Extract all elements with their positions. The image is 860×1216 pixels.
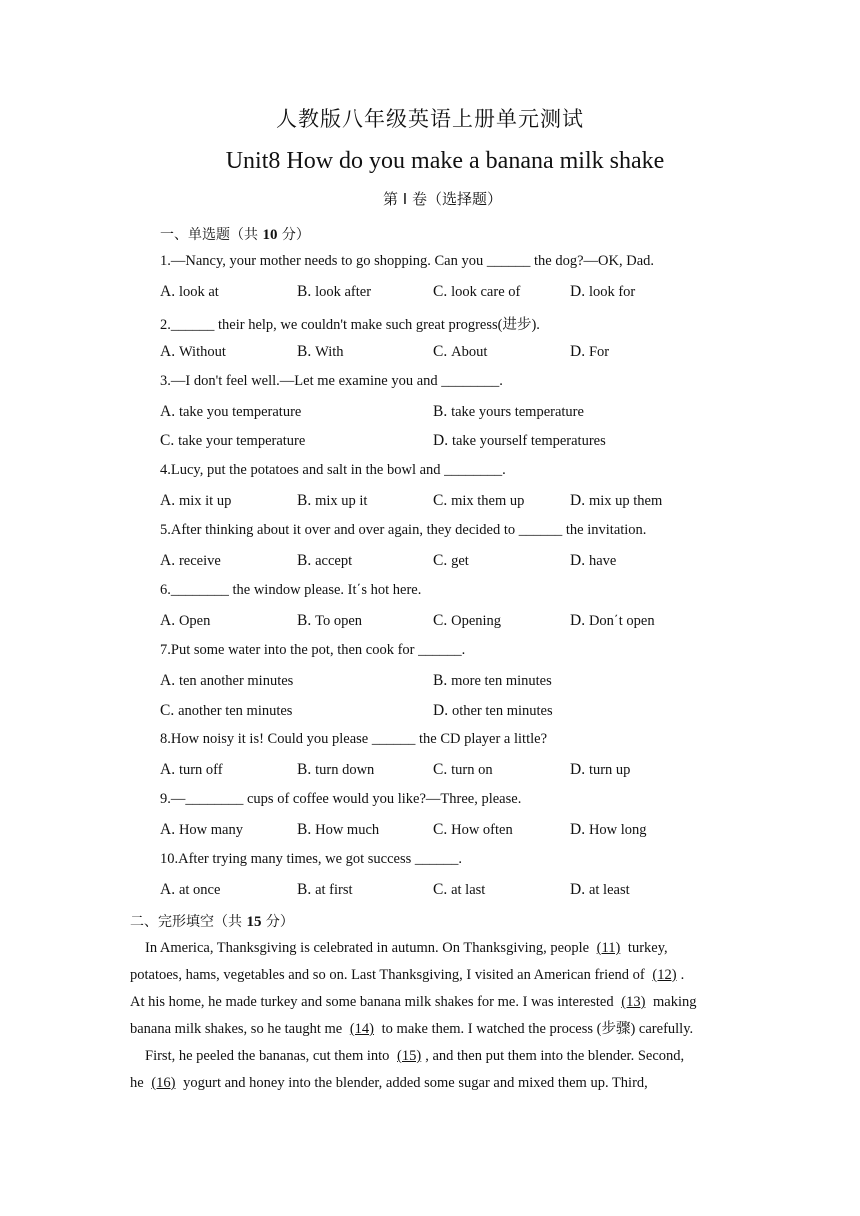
- option-letter: B.: [297, 761, 316, 779]
- passage-line: [130, 1043, 730, 1070]
- option-c: [433, 492, 524, 510]
- option-c: [433, 552, 469, 570]
- section-heading-single-choice: [160, 224, 310, 244]
- option-d: [570, 492, 662, 510]
- option-a: [160, 492, 231, 510]
- option-text: look at: [178, 283, 219, 300]
- passage-text: making: [649, 994, 697, 1010]
- option-text: mix it up: [178, 493, 232, 510]
- question-stem: 5.After thinking about it over and over again, they decided to ______ the invitation.: [160, 522, 647, 539]
- passage-text: turkey,: [624, 940, 668, 956]
- passage-text: In America, Thanksgiving is celebrated in autumn. On Thanksgiving, people: [145, 940, 593, 956]
- option-text: turn off: [178, 762, 223, 779]
- option-b: [433, 403, 584, 421]
- passage-line: [130, 989, 730, 1016]
- option-text: at least: [588, 881, 630, 898]
- passage-text: .: [680, 967, 685, 983]
- section-score: 10: [262, 227, 278, 243]
- option-c: [160, 702, 292, 720]
- option-b: [297, 761, 374, 779]
- option-d: [433, 432, 606, 450]
- option-letter: D.: [570, 880, 589, 898]
- option-letter: B.: [297, 282, 316, 300]
- option-c: [433, 343, 487, 361]
- option-d: [570, 283, 635, 301]
- option-a: [160, 343, 226, 361]
- option-text: take yourself temperatures: [451, 433, 606, 450]
- option-a: [160, 612, 210, 630]
- option-d: [570, 761, 630, 779]
- cloze-blank[interactable]: (14): [349, 1021, 375, 1037]
- option-letter: C.: [433, 761, 452, 779]
- option-letter: A.: [160, 880, 179, 898]
- question-stem: 7.Put some water into the pot, then cook for ______.: [160, 641, 466, 658]
- option-letter: D.: [570, 821, 589, 839]
- option-a: [160, 881, 220, 899]
- option-text: at last: [451, 881, 486, 898]
- option-text: Don΄t open: [588, 612, 655, 629]
- option-d: [433, 702, 553, 720]
- option-text: To open: [315, 612, 362, 629]
- option-letter: A.: [160, 282, 179, 300]
- option-letter: C.: [433, 282, 452, 300]
- section-label: 二、完形填空（共: [130, 914, 247, 930]
- section-score: 15: [246, 914, 262, 930]
- option-letter: C.: [160, 701, 179, 719]
- option-letter: B.: [297, 492, 316, 510]
- option-text: at first: [315, 881, 353, 898]
- option-letter: C.: [433, 821, 452, 839]
- passage-text: to make them. I watched the process (步骤) carefully.: [378, 1021, 694, 1037]
- option-b: [433, 672, 552, 690]
- option-text: How much: [315, 822, 380, 839]
- option-text: mix up them: [588, 493, 663, 510]
- option-letter: D.: [570, 492, 589, 510]
- question-stem: 4.Lucy, put the potatoes and salt in the bowl and ________.: [160, 462, 506, 479]
- cloze-blank[interactable]: (12): [652, 967, 677, 983]
- question-stem: 9.—________ cups of coffee would you like?—Three, please.: [160, 791, 522, 808]
- passage-text: yogurt and honey into the blender, added some sugar and mixed them up. Third,: [179, 1075, 648, 1091]
- option-d: [570, 821, 647, 839]
- option-a: [160, 761, 223, 779]
- option-letter: B.: [297, 611, 316, 629]
- option-letter: D.: [433, 701, 452, 719]
- option-letter: C.: [433, 611, 452, 629]
- option-letter: A.: [160, 492, 179, 510]
- passage-paragraph-1: [130, 935, 730, 1043]
- option-letter: B.: [297, 552, 316, 569]
- option-c: [160, 432, 305, 450]
- section-suffix: 分）: [261, 914, 294, 930]
- option-b: [297, 283, 371, 301]
- option-text: ten another minutes: [178, 672, 294, 689]
- option-text: get: [451, 553, 469, 569]
- option-a: [160, 821, 243, 839]
- option-letter: C.: [433, 342, 452, 360]
- passage-text: At his home, he made turkey and some banana milk shakes for me. I was interested: [130, 994, 618, 1010]
- section-suffix: 分）: [277, 227, 310, 243]
- option-text: Without: [178, 343, 226, 360]
- option-text: turn on: [451, 762, 493, 779]
- passage-text: First, he peeled the bananas, cut them into: [145, 1048, 394, 1064]
- option-text: turn down: [315, 762, 375, 779]
- question-stem: 1.—Nancy, your mother needs to go shopping. Can you ______ the dog?—OK, Dad.: [160, 253, 654, 269]
- option-letter: B.: [433, 671, 452, 689]
- option-d: [570, 552, 616, 570]
- option-c: [433, 761, 493, 779]
- option-b: [297, 343, 344, 361]
- option-letter: D.: [570, 761, 589, 779]
- option-text: accept: [315, 553, 353, 569]
- question-stem: 6.________ the window please. It΄s hot here.: [160, 581, 422, 598]
- option-letter: D.: [570, 342, 589, 360]
- section-label: 一、单选题（共: [160, 227, 263, 243]
- option-letter: D.: [570, 611, 589, 629]
- passage-text: he: [130, 1075, 148, 1091]
- cloze-blank[interactable]: (13): [621, 994, 646, 1010]
- option-letter: B.: [297, 880, 316, 898]
- passage-text: banana milk shakes, so he taught me: [130, 1021, 346, 1037]
- option-letter: C.: [433, 492, 452, 510]
- option-text: mix up it: [315, 493, 368, 510]
- option-c: [433, 881, 485, 899]
- option-c: [433, 283, 520, 301]
- option-letter: B.: [297, 342, 316, 360]
- option-letter: A.: [160, 402, 179, 420]
- cloze-blank[interactable]: (16): [151, 1075, 176, 1091]
- passage-line: [130, 935, 730, 962]
- option-d: [570, 881, 630, 899]
- option-letter: C.: [433, 880, 452, 898]
- option-letter: D.: [570, 552, 589, 569]
- option-text: look after: [315, 283, 372, 300]
- option-d: [570, 343, 609, 361]
- option-letter: B.: [297, 821, 316, 839]
- cloze-blank[interactable]: (11): [596, 940, 621, 956]
- option-letter: A.: [160, 611, 179, 629]
- option-letter: A.: [160, 761, 179, 779]
- option-text: other ten minutes: [451, 702, 553, 719]
- option-letter: A.: [160, 552, 179, 569]
- option-text: mix them up: [451, 493, 525, 510]
- passage-line: [130, 1070, 730, 1097]
- passage-line: [130, 962, 730, 989]
- option-text: How many: [178, 822, 243, 839]
- option-text: take you temperature: [178, 403, 302, 420]
- question-stem: 2.______ their help, we couldn't make such great progress(进步).: [160, 316, 540, 333]
- option-a: [160, 283, 219, 301]
- option-text: take your temperature: [178, 433, 306, 450]
- option-b: [297, 552, 352, 570]
- option-d: [570, 612, 655, 630]
- option-letter: C.: [160, 432, 179, 450]
- option-text: more ten minutes: [451, 672, 552, 689]
- option-text: With: [315, 343, 344, 360]
- option-text: Opening: [451, 612, 502, 629]
- cloze-blank[interactable]: (15): [397, 1048, 422, 1064]
- option-text: turn up: [588, 762, 631, 779]
- question-stem: 3.—I don't feel well.—Let me examine you and ________.: [160, 372, 503, 389]
- question-stem: 10.After trying many times, we got success ______.: [160, 851, 463, 867]
- option-text: How long: [588, 822, 647, 839]
- option-c: [433, 612, 501, 630]
- passage-text: potatoes, hams, vegetables and so on. Last Thanksgiving, I visited an American friend of: [130, 967, 649, 983]
- option-letter: D.: [570, 282, 589, 300]
- section-heading-cloze: [130, 911, 294, 931]
- option-c: [433, 821, 513, 839]
- option-text: look care of: [451, 283, 521, 300]
- option-text: About: [451, 343, 488, 360]
- option-letter: D.: [433, 432, 452, 450]
- option-b: [297, 612, 362, 630]
- volume-heading: 第 I 卷（选择题）: [383, 190, 502, 208]
- passage-paragraph-2: [130, 1043, 730, 1097]
- option-letter: A.: [160, 342, 179, 360]
- option-text: take yours temperature: [451, 403, 584, 420]
- question-stem: 8.How noisy it is! Could you please ______ the CD player a little?: [160, 731, 548, 748]
- option-b: [297, 492, 367, 510]
- option-text: For: [588, 343, 610, 360]
- unit-title: Unit8 How do you make a banana milk shake: [225, 148, 665, 174]
- passage-text: , and then put them into the blender. Second,: [425, 1048, 685, 1064]
- option-letter: A.: [160, 671, 179, 689]
- option-a: [160, 672, 293, 690]
- option-a: [160, 403, 301, 421]
- option-b: [297, 881, 353, 899]
- option-text: another ten minutes: [178, 702, 293, 719]
- cloze-passage: [130, 935, 730, 1097]
- option-text: How often: [451, 822, 513, 839]
- option-a: [160, 552, 221, 570]
- option-text: have: [588, 553, 617, 569]
- document-title: 人教版八年级英语上册单元测试: [276, 107, 584, 131]
- option-b: [297, 821, 379, 839]
- option-text: receive: [178, 553, 221, 569]
- option-text: Open: [178, 612, 211, 629]
- option-text: at once: [178, 881, 221, 898]
- option-letter: A.: [160, 821, 179, 839]
- option-letter: C.: [433, 552, 452, 569]
- passage-line: [130, 1016, 730, 1043]
- option-letter: B.: [433, 402, 452, 420]
- option-text: look for: [588, 283, 636, 300]
